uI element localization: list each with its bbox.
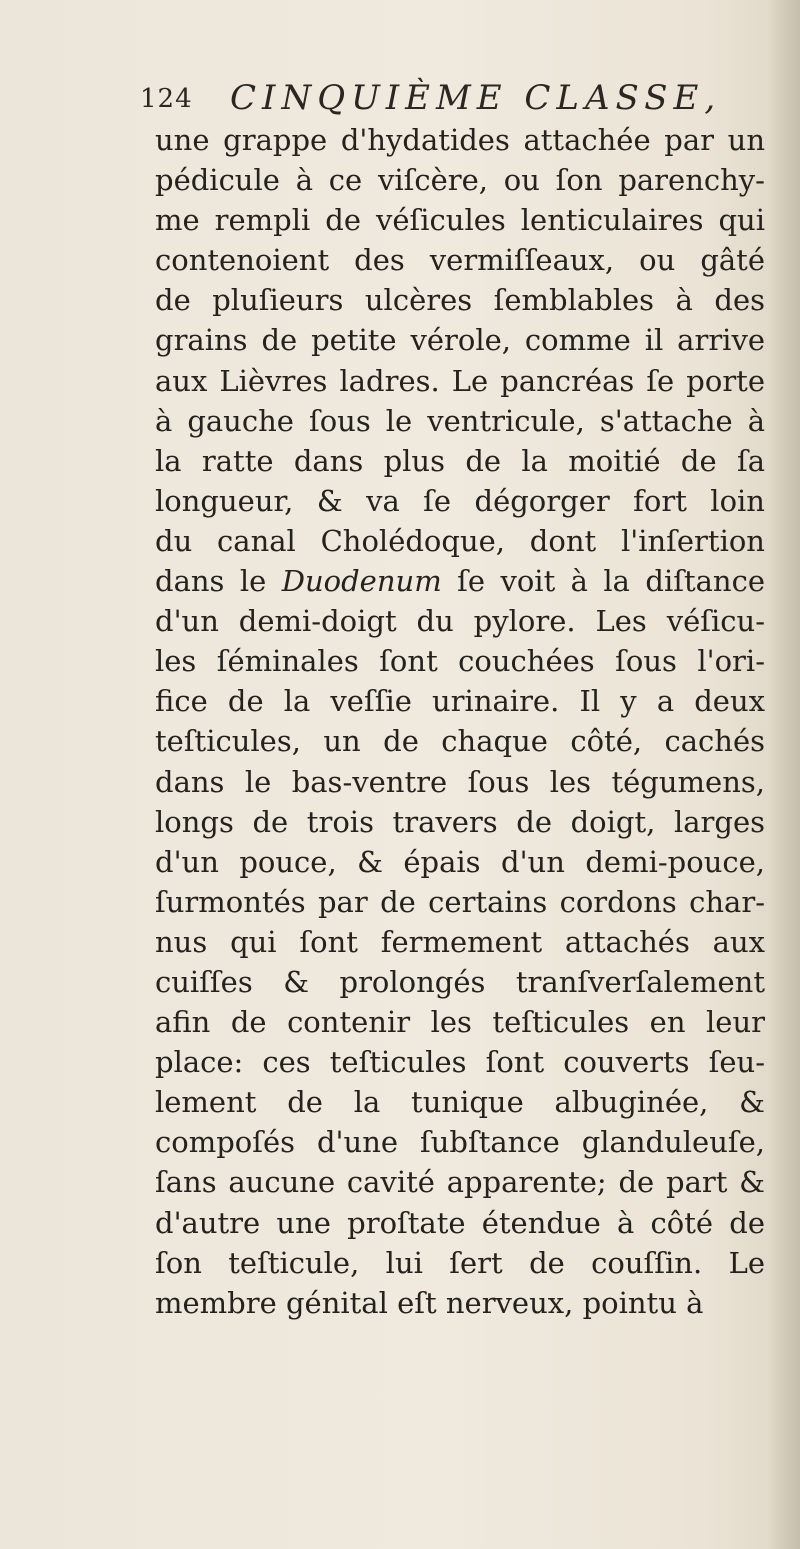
text-line: cuiſſes & prolongés tranſverſalement: [155, 964, 765, 999]
text-line: ſans aucune cavité apparente; de part &: [155, 1165, 765, 1200]
text-line: longs de trois travers de doigt, larges: [155, 804, 765, 839]
text-fragment: dans le: [155, 564, 282, 599]
text-line: nus qui ſont fermement attachés aux: [155, 924, 765, 959]
text-line: place: ces teſticules ſont couverts ſeu-: [155, 1045, 765, 1080]
page-edge-shadow: [768, 0, 800, 1549]
text-line: une grappe d'hydatides attachée par un: [155, 123, 765, 157]
text-line: membre génital eſt nerveux, pointu à: [155, 1285, 704, 1320]
text-line: fice de la veſſie urinaire. Il y a deux: [155, 684, 765, 719]
text-line: grains de petite vérole, comme il arrive: [155, 323, 765, 358]
body-text: [155, 120, 765, 1323]
text-line: lement de la tunique albuginée, &: [155, 1085, 765, 1120]
italic-term: Duodenum: [281, 564, 442, 599]
text-line: afin de contenir les teſticules en leur: [155, 1005, 765, 1040]
text-line: compoſés d'une ſubſtance glanduleuſe,: [155, 1125, 765, 1160]
text-line: de pluſieurs ulcères ſemblables à des: [155, 283, 765, 318]
text-line: d'un demi-doigt du pylore. Les véſicu-: [155, 604, 765, 639]
text-line: ſurmontés par de certains cordons char-: [155, 884, 765, 919]
text-line: les ſéminales ſont couchées ſous l'ori-: [155, 644, 765, 679]
chapter-heading: CINQUIÈME CLASSE,: [230, 78, 722, 118]
text-line: d'un pouce, & épais d'un demi-pouce,: [155, 844, 765, 879]
text-line: contenoient des vermiſſeaux, ou gâté: [155, 243, 765, 278]
text-line: du canal Cholédoque, dont l'inſertion: [155, 523, 765, 558]
text-line: pédicule à ce viſcère, ou ſon parenchy-: [155, 163, 765, 198]
text-line: la ratte dans plus de la moitié de ſa: [155, 443, 765, 478]
text-line: teſticules, un de chaque côté, cachés: [155, 724, 765, 759]
text-line: aux Lièvres ladres. Le pancréas ſe porte: [155, 363, 765, 398]
text-line: à gauche ſous le ventricule, s'attache à: [155, 403, 765, 438]
text-line: [155, 561, 765, 601]
text-line: dans le bas-ventre ſous les tégumens,: [155, 764, 765, 799]
text-line: ſon teſticule, lui ſert de couſſin. Le: [155, 1245, 765, 1280]
text-line: d'autre une proſtate étendue à côté de: [155, 1205, 765, 1240]
text-line: longueur, & va ſe dégorger fort loin: [155, 483, 765, 518]
page-number: 124: [140, 84, 193, 114]
text-line: me rempli de véſicules lenticulaires qui: [155, 203, 765, 238]
running-head: [140, 78, 740, 118]
text-fragment: ſe voit à la diſtance: [441, 564, 765, 599]
